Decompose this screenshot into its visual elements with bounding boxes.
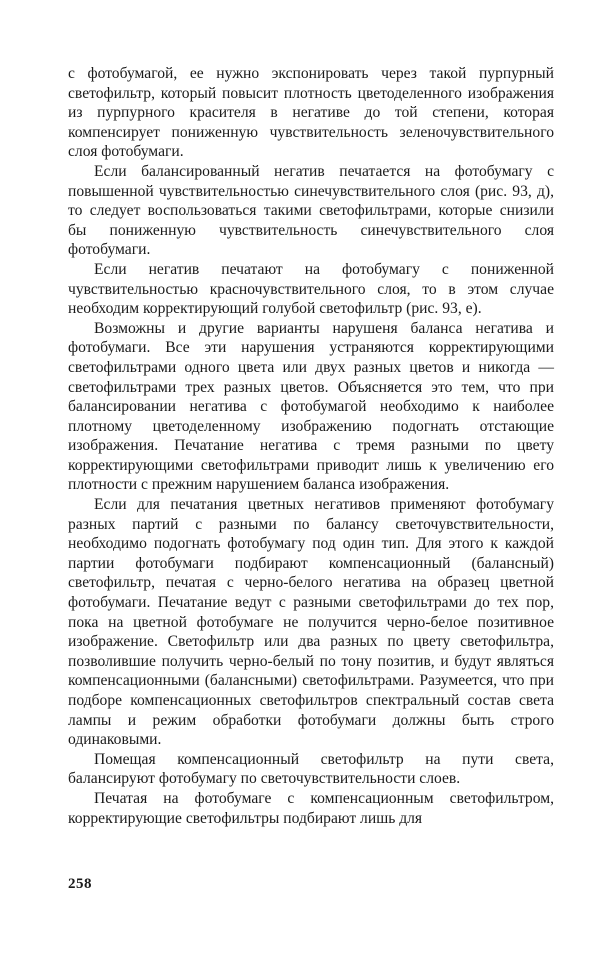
page-number: 258 (68, 876, 92, 892)
paragraph-blue-sensitive-layer: Если балансированный негатив печатается на фотобумагу с повышенной чувствительностью синечувствительного слоя (рис. 93, д), то следует воспользоваться такими светофильтрами, которые снизили бы пониженную чувствительность синечувствительного слоя фотобумаги. (68, 162, 554, 259)
page-body (68, 64, 554, 828)
paragraph-continuation: с фотобумагой, ее нужно экспонировать через такой пурпурный светофильтр, который повысит плотность цветоделенного изображения из пурпурного красителя в негативе до той степени, которая компенсирует пониженную чувствительность зеленочувствительного слоя фотобумаги. (68, 65, 554, 161)
paragraph-printing-with-filter: Печатая на фотобумаге с компенсационным светофильтром, корректирующие светофильтры подбирают лишь для (68, 789, 554, 827)
paragraph-compensation-filter: Помещая компенсационный светофильтр на пути света, балансируют фотобумагу по светочувствительности слоев. (68, 750, 554, 788)
paragraph-red-sensitive-layer: Если негатив печатают на фотобумагу с пониженной чувствительностью красночувствительного слоя, то в этом случае необходим корректирующий голубой светофильтр (рис. 93, е). (68, 260, 554, 318)
paragraph-other-variants: Возможны и другие варианты нарушеня баланса негатива и фотобумаги. Все эти нарушения устраняются корректирующими светофильтрами одного цвета или двух разных цветов и никогда — светофильтрами трех разных цветов. Объясняется это тем, что при балансировании негатива с фотобумагой необходимо к наиболее плотному цветоделенному изображению подогнать отстающие изображения. Печатание негатива с тремя разными по цвету корректирующими светофильтрами приводит лишь к увеличению его плотности с прежним нарушением баланса изображения. (68, 319, 554, 494)
paragraph-different-batches: Если для печатания цветных негативов применяют фотобумагу разных партий с разными по балансу светочувствительности, необходимо подогнать фотобумагу под один тип. Для этого к каждой партии фотобумаги подбирают компенсационный (балансный) светофильтр, печатая с черно-белого негатива на образец цветной фотобумаги. Печатание ведут с разными светофильтрами до тех пор, пока на цветной фотобумаге не получится черно-белое позитивное изображение. Светофильтр или два разных по цвету светофильтра, позволившие получить черно-белый по тону позитив, и будут являться компенсационными (балансными) светофильтрами. Разумеется, что при подборе компенсационных светофильтров спектральный состав света лампы и режим обработки фотобумаги должны быть строго одинаковыми. (68, 496, 554, 749)
